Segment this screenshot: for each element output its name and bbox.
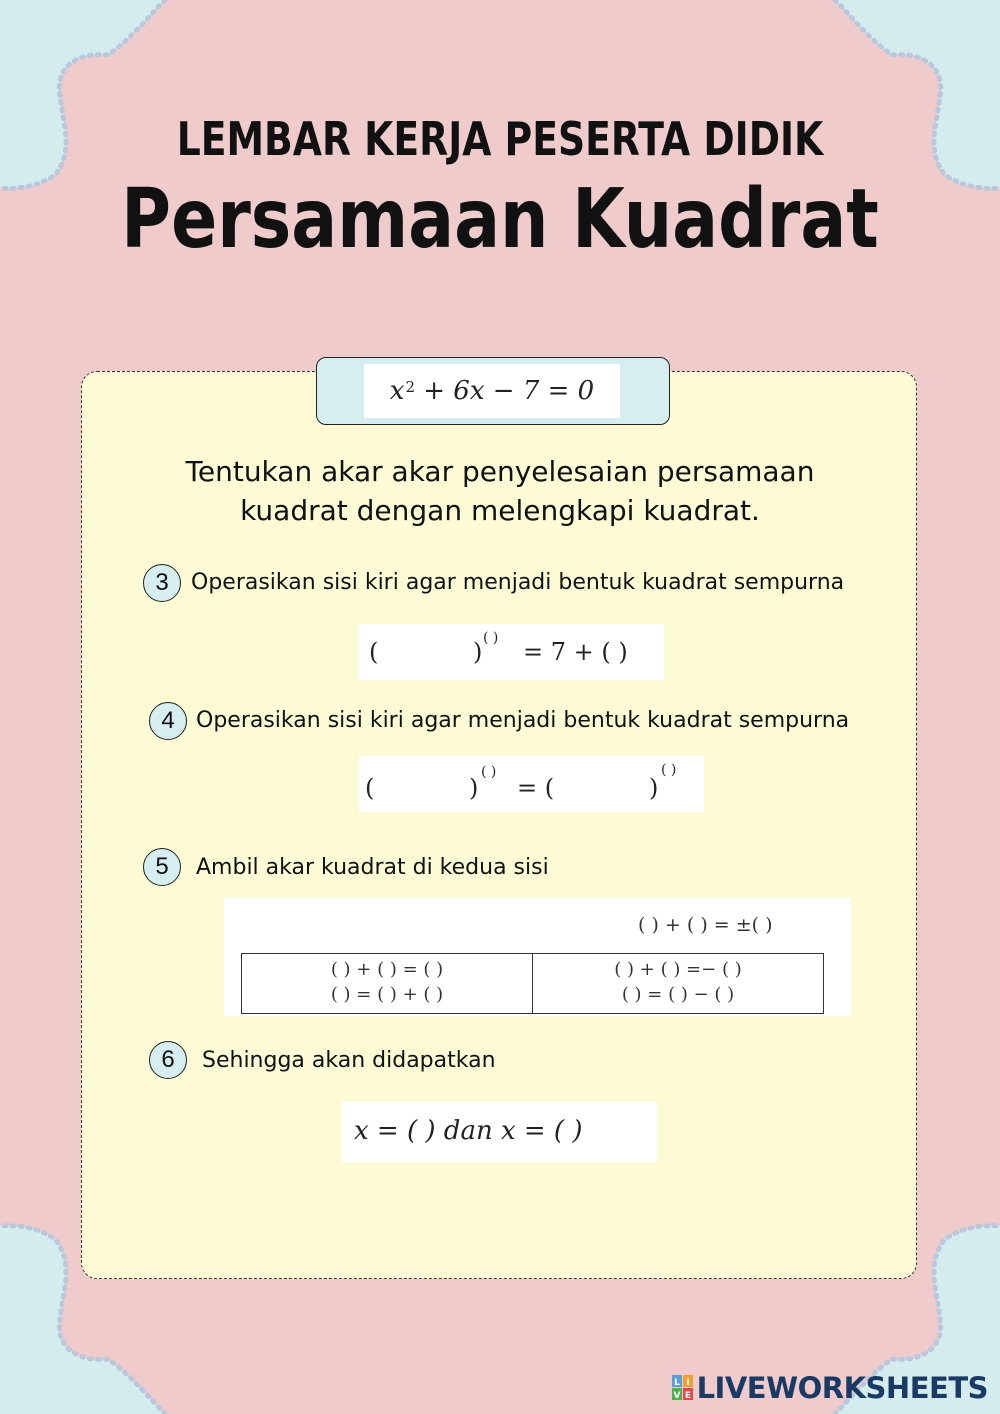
- step-5-left-line-2: ( ) = ( ) + ( ): [330, 984, 444, 1005]
- step-4-equals: = (: [517, 774, 555, 802]
- liveworksheets-logo-icon: [672, 1375, 694, 1401]
- step-5-right-line-2: ( ) = ( ) − ( ): [621, 984, 735, 1005]
- liveworksheets-logo-text: LIVEWORKSHEETS: [696, 1371, 988, 1405]
- step-5-right-line-1: ( ) + ( ) =− ( ): [614, 959, 742, 980]
- step-3-rhs: = 7 + ( ): [523, 638, 628, 666]
- equation-rest: + 6x − 7 = 0: [423, 376, 595, 406]
- logo-letter-e: E: [684, 1391, 691, 1401]
- step-3-math[interactable]: [359, 624, 664, 680]
- step-4-close-paren: ): [469, 774, 479, 802]
- step-3-exponent: ( ): [483, 630, 499, 646]
- equation-exponent: 2: [405, 378, 415, 396]
- step-6-number: 6: [149, 1041, 187, 1079]
- step-4-text: Operasikan sisi kiri agar menjadi bentuk kuadrat sempurna: [196, 708, 850, 733]
- step-3-text: Operasikan sisi kiri agar menjadi bentuk kuadrat sempurna: [191, 570, 845, 595]
- step-5-right-cell[interactable]: [532, 954, 823, 1013]
- logo-letter-l: L: [673, 1378, 680, 1388]
- step-4-close-paren-right: ): [649, 774, 659, 802]
- main-equation: [364, 364, 620, 418]
- step-4-math[interactable]: [359, 756, 704, 812]
- step-4-open-paren: (: [365, 774, 375, 802]
- step-5-text: Ambil akar kuadrat di kedua sisi: [196, 855, 549, 880]
- step-5-number: 5: [143, 848, 181, 886]
- instruction-line-2: kuadrat dengan melengkapi kuadrat.: [240, 494, 760, 527]
- step-6-text: Sehingga akan didapatkan: [202, 1048, 496, 1073]
- step-5-left-line-1: ( ) + ( ) = ( ): [330, 959, 444, 980]
- step-5-left-cell[interactable]: [242, 954, 532, 1013]
- step-5-top-equation: ( ) + ( ) = ±( ): [638, 914, 773, 936]
- step-6-expression: x = ( ) dan x = ( ): [354, 1116, 583, 1146]
- logo-letter-i: I: [685, 1378, 690, 1388]
- instruction-line-1: Tentukan akar akar penyelesaian persamaan: [185, 455, 815, 488]
- corner-decoration-top-left: [0, 0, 190, 200]
- worksheet-subtitle: LEMBAR KERJA PESERTA DIDIK: [176, 112, 824, 166]
- instruction-text: [150, 452, 850, 530]
- step-3-open-paren: (: [369, 638, 379, 666]
- step-5-table: [241, 953, 824, 1014]
- corner-decoration-top-right: [810, 0, 1000, 200]
- step-4-exponent-right: ( ): [661, 762, 677, 778]
- logo-letter-v: V: [673, 1391, 681, 1401]
- worksheet-title: Persamaan Kuadrat: [121, 172, 879, 267]
- step-3-number: 3: [143, 564, 181, 602]
- liveworksheets-logo[interactable]: [672, 1370, 988, 1406]
- step-3-close-paren: ): [473, 638, 483, 666]
- step-4-number: 4: [149, 702, 187, 740]
- step-6-math[interactable]: [342, 1102, 657, 1162]
- step-4-exponent-left: ( ): [481, 764, 497, 780]
- equation-base: x: [389, 376, 405, 406]
